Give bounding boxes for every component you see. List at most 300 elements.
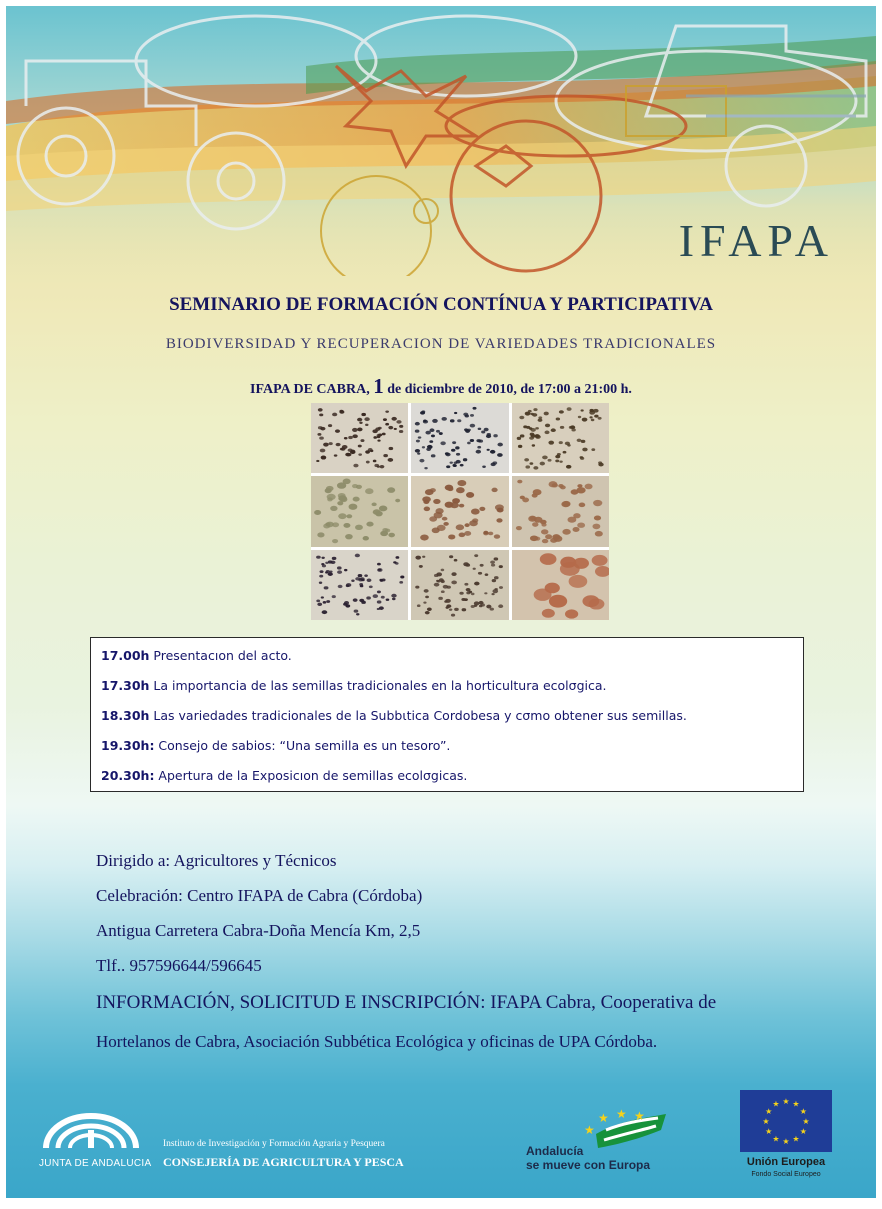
seed [524,458,529,461]
seed [416,585,420,588]
seed-photo-tile [512,550,609,620]
seed [493,461,498,464]
seed [377,608,380,610]
seed [593,500,602,506]
seed [451,613,455,616]
seed [424,601,427,603]
schedule-time: 20.30h: [101,768,155,783]
seed [364,574,368,577]
seed [484,531,489,535]
seed [467,591,471,594]
seed [323,443,329,447]
seed [330,506,337,511]
seminar-subtitle: BIODIVERSIDAD Y RECUPERACION DE VARIEDADES TRADICIONALES [165,336,717,352]
seed [353,497,360,502]
eu-fund: Fondo Social Europeo [751,1171,821,1178]
seed [576,439,581,442]
seed [323,524,330,529]
seed [597,417,601,420]
seed [548,441,554,445]
seed [386,598,390,600]
seed [564,442,569,446]
address-text: Antigua Carretera Cabra-Doña Mencía Km, 2,5 [96,921,421,940]
seed [316,599,320,602]
seed [366,461,370,464]
seed [491,563,495,566]
seed-photo-tile [411,550,508,620]
seed [377,562,381,565]
seed [458,480,467,486]
eu-star-icon: ★ [802,1117,810,1126]
seed [566,465,571,469]
seed [348,436,353,439]
seed [332,595,336,598]
seed [573,513,580,518]
seed [490,560,495,563]
seed [570,490,578,495]
eu-star-icon: ★ [799,1127,807,1136]
seed [494,535,500,539]
seed-photo-tile [311,476,408,546]
seed [470,424,475,428]
eu-star-icon: ★ [772,1099,780,1109]
seed [551,484,557,488]
schedule-row [101,766,793,796]
seed [447,585,451,588]
seed [441,590,445,593]
seed [595,566,609,577]
eu-star-icon: ★ [762,1117,770,1126]
seed [373,436,377,439]
seed [537,418,542,421]
seed [591,448,595,451]
seed [382,433,386,436]
eu-star-icon: ★ [799,1107,807,1116]
seed [452,580,458,584]
eu-star-icon: ★ [782,1137,790,1146]
seed [319,581,322,583]
seed [471,509,480,515]
seed [594,531,602,537]
seed [317,602,322,605]
seed [445,502,454,508]
seed [559,410,564,413]
seed [454,559,458,562]
seed [480,564,484,567]
schedule-text: La importancia de las semillas tradicionales en la horticultura ecolσgica. [149,678,607,693]
seed [464,598,468,601]
seed [492,579,496,582]
seed [528,516,536,522]
seed [372,503,377,507]
seed [450,419,455,422]
schedule-box [90,637,804,792]
seed [317,433,321,436]
seed [481,603,485,606]
seed [481,431,485,434]
seed [474,581,479,585]
seed [594,516,601,521]
svg-text:★: ★ [598,1111,609,1125]
seed [344,437,348,439]
seed [425,467,428,469]
eu-star-icon: ★ [792,1134,800,1144]
seed [375,427,380,431]
institute-name: Instituto de Investigación y Formación Agraria y Pesquera [163,1139,385,1149]
seed [594,415,598,418]
seed [499,586,503,589]
seed [344,569,347,571]
seed [593,409,598,413]
seed [544,582,559,593]
seed [456,453,460,456]
event-date-line [6,374,876,399]
seed [494,576,499,579]
seed [328,424,332,427]
seed [589,416,592,418]
seed [370,450,374,452]
phone-text: Tlf.. 957596644/596645 [96,956,262,975]
schedule-time: 19.30h: [101,738,155,753]
schedule-time: 17.00h [101,648,150,663]
seed [545,535,552,540]
seed [465,583,469,586]
eu-star-icon: ★ [772,1134,780,1144]
seed [316,460,319,462]
seed [423,420,427,423]
seed [494,557,499,560]
seed [361,579,365,581]
seed [455,446,459,449]
seed [584,484,592,490]
seed [431,454,436,457]
seed [485,592,488,594]
seed [534,434,539,438]
seed [590,419,594,422]
seed [439,596,444,599]
seed [332,413,337,417]
seed [466,588,471,591]
seed [364,417,369,421]
seed [325,561,328,563]
seed [399,430,403,433]
seed [338,584,343,587]
seed [337,483,346,489]
seed [457,419,461,422]
seed [337,566,342,569]
seed [416,440,420,443]
eu-star-icon: ★ [782,1097,790,1106]
seed [377,590,381,593]
seed [533,466,538,470]
seed [426,431,431,435]
seed [395,556,399,559]
seed [492,488,498,492]
seed [320,427,325,431]
seed [320,570,324,573]
seed-photo-collage [311,403,609,620]
seed [454,607,459,610]
seed [326,570,330,573]
seed [352,484,358,488]
seed [346,515,352,519]
seed [473,567,476,569]
seed [578,503,585,508]
seed [446,453,451,457]
seed [451,449,455,452]
seed [475,554,479,557]
seed [477,439,482,442]
seed [357,428,362,432]
seed [453,464,457,467]
seed [456,525,464,531]
seed [580,409,583,411]
seed-photo-tile [411,403,508,473]
seed [399,425,403,428]
seed [321,563,324,565]
seed [485,573,489,576]
seed [459,533,466,538]
seed [452,441,456,444]
seed [358,445,362,448]
seed [541,530,548,535]
seed [498,443,503,447]
schedule-row [101,646,793,676]
seed [431,434,435,437]
seed [478,446,482,449]
seed [316,555,321,558]
seed [486,434,491,438]
seed [452,498,460,503]
seed [555,417,559,420]
seed [385,410,389,412]
seed [314,510,321,515]
seed [422,410,426,413]
junta-andalucia-label: JUNTA DE ANDALUCIA [39,1158,152,1169]
seed [381,595,385,598]
seed [427,445,433,449]
seed [570,425,575,429]
seed [494,434,498,437]
seed [441,568,445,571]
date-day: 1 [373,374,384,398]
seed [441,441,446,445]
schedule-row [101,736,793,766]
seed [591,555,607,566]
seed [446,598,452,602]
seed [445,485,453,491]
seed [377,600,382,603]
seed [478,571,482,574]
seed [382,528,388,532]
seed [389,447,394,450]
audience-text: Dirigido a: Agricultores y Técnicos [96,851,337,870]
seed [545,424,550,428]
schedule-row [101,706,793,736]
seed [354,609,359,612]
seed [387,488,395,494]
seed [335,429,340,432]
seed [470,521,479,527]
seed [487,449,490,451]
seed [490,607,494,610]
seed-photo-tile [311,403,408,473]
seed [436,430,440,433]
seed [424,589,429,593]
seed [377,436,381,439]
seed [516,437,520,440]
seed [558,484,563,488]
seed [439,578,444,582]
seed [399,581,403,584]
seed [456,488,465,494]
seed [543,412,548,416]
seed [552,534,560,540]
seed [439,432,443,435]
seed [417,604,421,607]
seed [361,413,366,416]
seed [544,431,549,435]
seed [530,428,535,432]
seed [456,460,461,464]
seed [539,553,556,565]
seed [532,523,538,528]
seed [523,425,527,428]
seed [424,507,430,512]
seed [555,459,559,462]
seed [598,461,602,464]
date-prefix: IFAPA DE CABRA, [250,382,374,397]
seed [582,448,587,452]
seed [418,436,422,438]
schedule-time: 18.30h [101,708,150,723]
seed [334,454,338,456]
seed [359,422,362,424]
seed [366,522,373,527]
seed [471,592,475,595]
seed [377,439,380,441]
schedule-time: 17.30h [101,678,150,693]
eu-flag-icon [740,1090,832,1152]
seed [532,413,537,417]
seed [321,596,324,598]
seed [577,523,585,528]
eu-star-icon: ★ [792,1099,800,1109]
seed [323,601,327,604]
poster [6,6,876,1198]
seed [391,593,396,597]
seed [516,526,522,530]
seed [365,424,368,426]
seed [464,413,469,416]
seed [321,556,324,558]
seed [363,536,369,540]
seed [319,574,323,577]
seed [442,517,448,521]
seed [351,579,354,581]
seed [350,450,355,454]
seed [332,523,339,528]
seed [459,504,464,508]
seed [532,489,541,495]
seed [326,600,330,603]
seed [383,418,387,421]
seed [465,531,472,536]
seed [337,501,343,505]
seed [566,407,571,411]
seed [547,459,551,462]
seed [318,408,323,411]
seed [345,453,350,457]
seed [338,496,347,502]
seed [432,419,438,423]
seed [382,578,386,581]
seed [319,413,323,416]
seed [374,464,379,467]
seed [417,453,420,455]
seed-photo-tile [311,550,408,620]
seed [337,570,342,574]
seed [330,560,335,563]
svg-text:★: ★ [616,1108,627,1121]
seed [466,492,474,498]
seed [322,610,328,614]
seed [320,449,326,453]
seed [358,453,362,455]
seed [572,527,579,532]
seed [422,555,425,557]
seed [422,446,425,448]
seed [367,578,372,581]
seed [492,593,495,595]
seed [385,423,389,426]
seed [360,439,364,442]
seed [352,434,357,438]
registration-line-2: Hortelanos de Cabra, Asociación Subbética Ecológica y oficinas de UPA Córdoba. [96,1032,658,1051]
date-suffix: de diciembre de 2010, de 17:00 a 21:00 h. [383,382,632,397]
seed [419,565,423,568]
seed [434,499,441,504]
seed [558,441,562,444]
andalucia-line-1: Andalucía [526,1144,584,1158]
seed [446,465,450,468]
seed [424,500,430,504]
seed [319,437,324,440]
seed [425,595,429,598]
seed [466,429,471,432]
seed [568,574,587,587]
seed [497,519,503,523]
seed [378,568,381,570]
seed [497,453,503,457]
seed [460,591,464,594]
seed [425,611,430,614]
seed [343,523,350,528]
seed [539,462,544,466]
seed [541,608,554,617]
seed [434,512,443,518]
seed [467,442,471,445]
seed [560,426,564,429]
seed [388,458,394,462]
seed [470,414,474,417]
seed [580,457,584,460]
seed [434,573,439,576]
seed [573,557,589,568]
seed [559,460,562,462]
seed [450,461,453,463]
seed [499,565,503,568]
